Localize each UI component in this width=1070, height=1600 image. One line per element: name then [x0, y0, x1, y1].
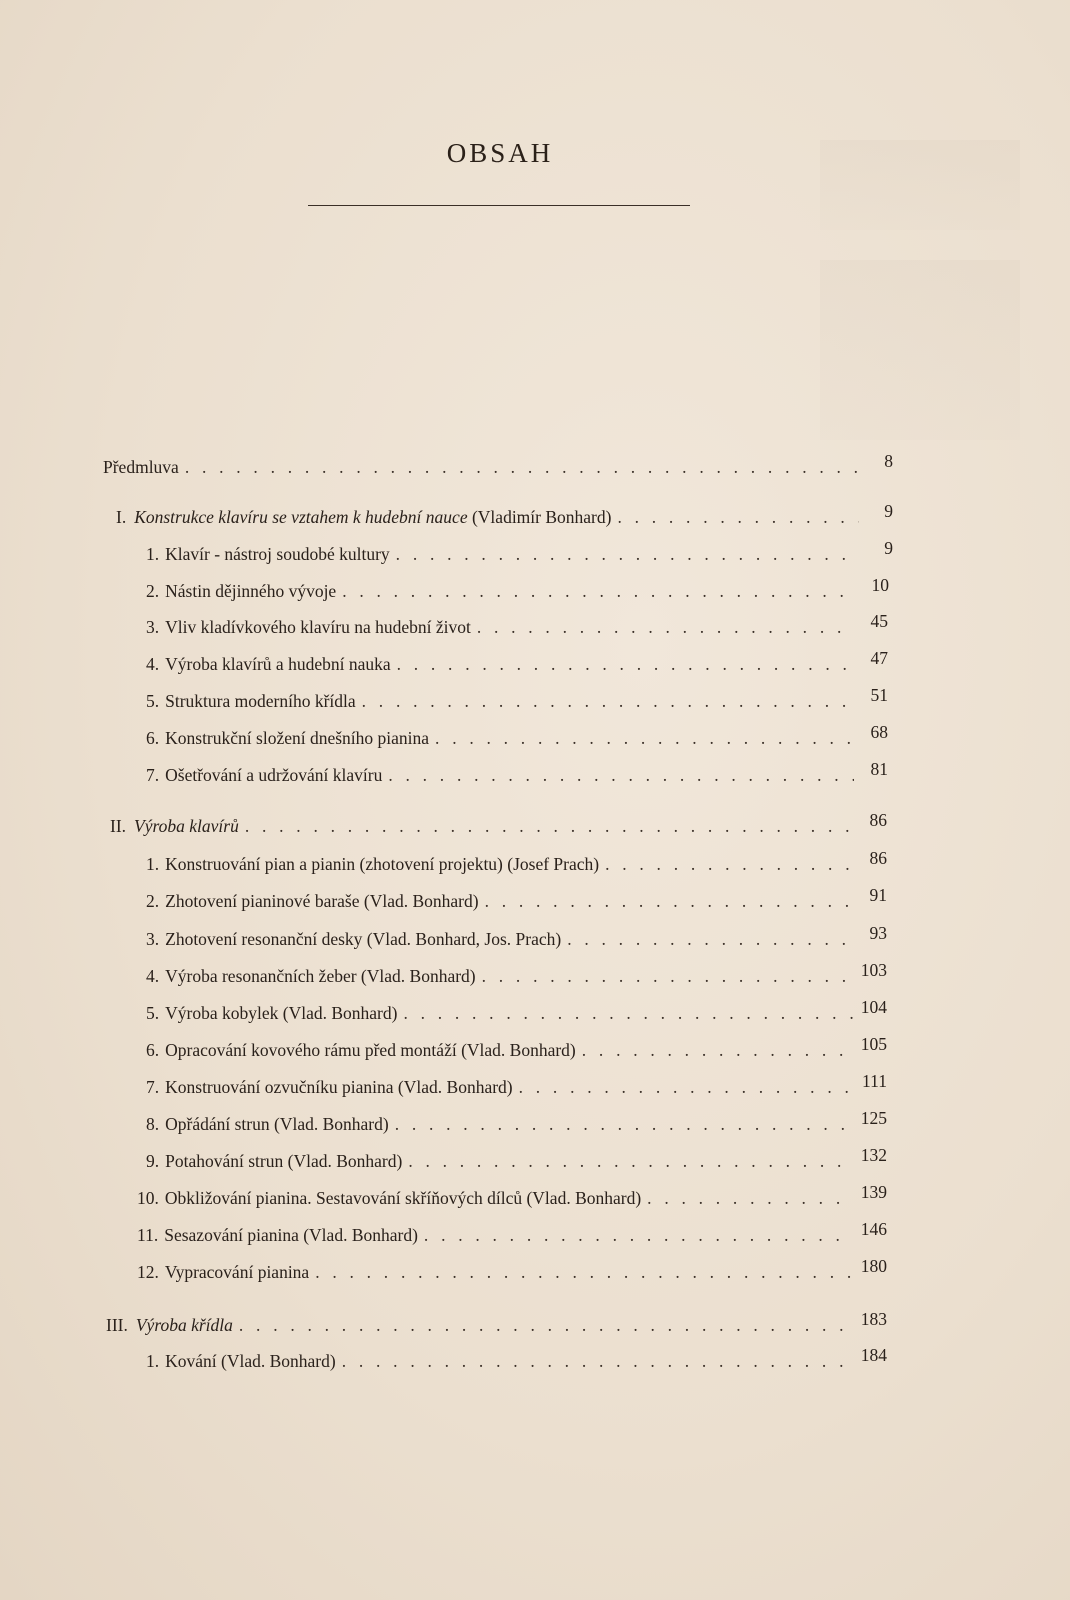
toc-section-title: Výroba resonančních žeber (Vlad. Bonhard) — [165, 966, 476, 986]
toc-section-number: 4. — [146, 966, 160, 986]
toc-section — [146, 722, 888, 749]
toc-page-number: 86 — [869, 848, 887, 868]
toc-section-title: Obkližování pianina. Sestavování skříňových dílců (Vlad. Bonhard) — [164, 1188, 642, 1208]
toc-section — [146, 1071, 887, 1098]
toc-page-number: 183 — [860, 1309, 887, 1329]
toc-page-number: 104 — [860, 997, 887, 1017]
toc-section — [146, 923, 887, 950]
toc-section-title: Opřádání strun (Vlad. Bonhard) — [165, 1114, 389, 1134]
leader-dots — [647, 1187, 853, 1209]
toc-section-title: Vliv kladívkového klavíru na hudební život — [165, 617, 471, 637]
toc-section-number: 5. — [146, 691, 160, 711]
toc-page-number: 8 — [884, 451, 893, 471]
leader-dots — [342, 580, 855, 602]
toc-section-number: 2. — [146, 581, 160, 601]
toc-section-title: Klavír - nástroj soudobé kultury — [165, 544, 390, 564]
page-title: OBSAH — [446, 138, 554, 168]
toc-section-number: 1. — [146, 1351, 160, 1371]
toc-page-number: 51 — [870, 685, 888, 705]
leader-dots — [396, 543, 859, 565]
toc-section — [146, 1145, 887, 1172]
leader-dots — [605, 853, 853, 875]
leader-dots — [239, 1314, 853, 1336]
leader-dots — [582, 1039, 853, 1061]
toc-section-number: 1. — [146, 854, 160, 874]
leader-dots — [388, 764, 854, 786]
toc-section-title: Potahování strun (Vlad. Bonhard) — [165, 1151, 403, 1171]
toc-section-title: Zhotovení pianinové baraše (Vlad. Bonhard) — [165, 891, 479, 911]
toc-section-title: Konstruování ozvučníku pianina (Vlad. Bonhard) — [165, 1077, 513, 1097]
toc-chapter-number: I. — [116, 507, 127, 527]
toc-section-number: 6. — [146, 1040, 160, 1060]
toc-section-title: Struktura moderního křídla — [165, 691, 356, 711]
toc-page-number: 45 — [870, 611, 888, 631]
toc-page-number: 81 — [870, 759, 888, 779]
toc-page-number: 103 — [860, 960, 887, 980]
toc-section-number: 4. — [146, 654, 160, 674]
leader-dots — [519, 1076, 853, 1098]
toc-section-number: 8. — [146, 1114, 160, 1134]
toc-chapter-author: (Vladimír Bonhard) — [467, 507, 612, 527]
leader-dots — [477, 616, 854, 638]
toc-page-number: 9 — [884, 501, 893, 521]
leader-dots — [185, 456, 859, 478]
toc-section-number: 11. — [137, 1225, 159, 1245]
leader-dots — [245, 815, 853, 837]
toc-page-number: 125 — [860, 1108, 887, 1128]
toc-page-number: 184 — [860, 1345, 887, 1365]
toc-page-number: 146 — [860, 1219, 887, 1239]
leader-dots — [435, 727, 854, 749]
toc-section — [137, 1256, 887, 1283]
toc-chapter-title: Konstrukce klavíru se vztahem k hudební nauce — [134, 507, 468, 527]
toc-chapter-number: III. — [106, 1315, 128, 1335]
toc-section-title: Kování (Vlad. Bonhard) — [165, 1351, 336, 1371]
leader-dots — [482, 965, 853, 987]
toc-page-number: 105 — [860, 1034, 887, 1054]
toc-section-number: 7. — [146, 1077, 160, 1097]
toc-section-title: Zhotovení resonanční desky (Vlad. Bonhard, Jos. Prach) — [165, 929, 562, 949]
toc-section — [146, 759, 888, 786]
toc-section — [146, 611, 888, 638]
toc-page-number: 91 — [869, 885, 887, 905]
leader-dots — [567, 928, 853, 950]
toc-section-number: 5. — [146, 1003, 160, 1023]
toc-page-number: 68 — [870, 722, 888, 742]
toc-section-number: 12. — [137, 1262, 159, 1282]
toc-chapter-3 — [106, 1309, 887, 1336]
toc-page-number: 47 — [870, 648, 888, 668]
toc-chapter-title: Výroba klavírů — [134, 816, 239, 836]
toc-section — [146, 960, 887, 987]
toc-section — [137, 1182, 887, 1209]
toc-section — [146, 575, 889, 602]
toc-page-number: 180 — [860, 1256, 887, 1276]
toc-page-number: 111 — [862, 1071, 887, 1091]
toc-page-number: 139 — [860, 1182, 887, 1202]
leader-dots — [395, 1113, 853, 1135]
toc-section-title: Vypracování pianina — [164, 1262, 310, 1282]
leader-dots — [315, 1261, 853, 1283]
toc-section-number: 3. — [146, 929, 160, 949]
toc-section-title: Výroba kobylek (Vlad. Bonhard) — [165, 1003, 398, 1023]
leader-dots — [403, 1002, 853, 1024]
toc-section-title: Opracování kovového rámu před montáží (Vlad. Bonhard) — [165, 1040, 576, 1060]
toc-entry-title: Předmluva — [103, 457, 179, 477]
toc-chapter-title: Výroba křídla — [135, 1315, 233, 1335]
toc-section — [137, 1219, 887, 1246]
toc-section — [146, 685, 888, 712]
toc-section — [146, 997, 887, 1024]
toc-chapter-number: II. — [110, 816, 127, 836]
toc-section-title: Výroba klavírů a hudební nauka — [165, 654, 391, 674]
toc-section-title: Sesazování pianina (Vlad. Bonhard) — [164, 1225, 418, 1245]
leader-dots — [408, 1150, 853, 1172]
toc-page-number: 10 — [871, 575, 889, 595]
toc-section-number: 2. — [146, 891, 160, 911]
leader-dots — [617, 506, 859, 528]
toc-section-number: 10. — [137, 1188, 159, 1208]
toc-section-title: Ošetřování a udržování klavíru — [165, 765, 383, 785]
toc-chapter-1 — [116, 501, 893, 528]
toc-section — [146, 1345, 887, 1372]
leader-dots — [424, 1224, 853, 1246]
toc-chapter-2 — [110, 810, 887, 837]
toc-section — [146, 648, 888, 675]
toc-section-number: 9. — [146, 1151, 160, 1171]
toc-section-number: 6. — [146, 728, 160, 748]
toc-section-title: Konstrukční složení dnešního pianina — [165, 728, 430, 748]
toc-section-number: 7. — [146, 765, 160, 785]
leader-dots — [397, 653, 854, 675]
toc-section — [146, 538, 893, 565]
toc-page-number: 86 — [869, 810, 887, 830]
toc-section-number: 1. — [146, 544, 160, 564]
toc-page-number: 132 — [860, 1145, 887, 1165]
toc-section — [146, 1108, 887, 1135]
toc-section-title: Konstruování pian a pianin (zhotovení projektu) (Josef Prach) — [165, 854, 600, 874]
toc-page-number: 93 — [869, 923, 887, 943]
toc-page-number: 9 — [884, 538, 893, 558]
toc-section-title: Nástin dějinného vývoje — [165, 581, 337, 601]
leader-dots — [485, 890, 853, 912]
toc-section — [146, 1034, 887, 1061]
toc-entry-preface — [103, 451, 893, 478]
toc-section — [146, 885, 887, 912]
toc-section-number: 3. — [146, 617, 160, 637]
leader-dots — [362, 690, 854, 712]
leader-dots — [342, 1350, 853, 1372]
toc-section — [146, 848, 887, 875]
